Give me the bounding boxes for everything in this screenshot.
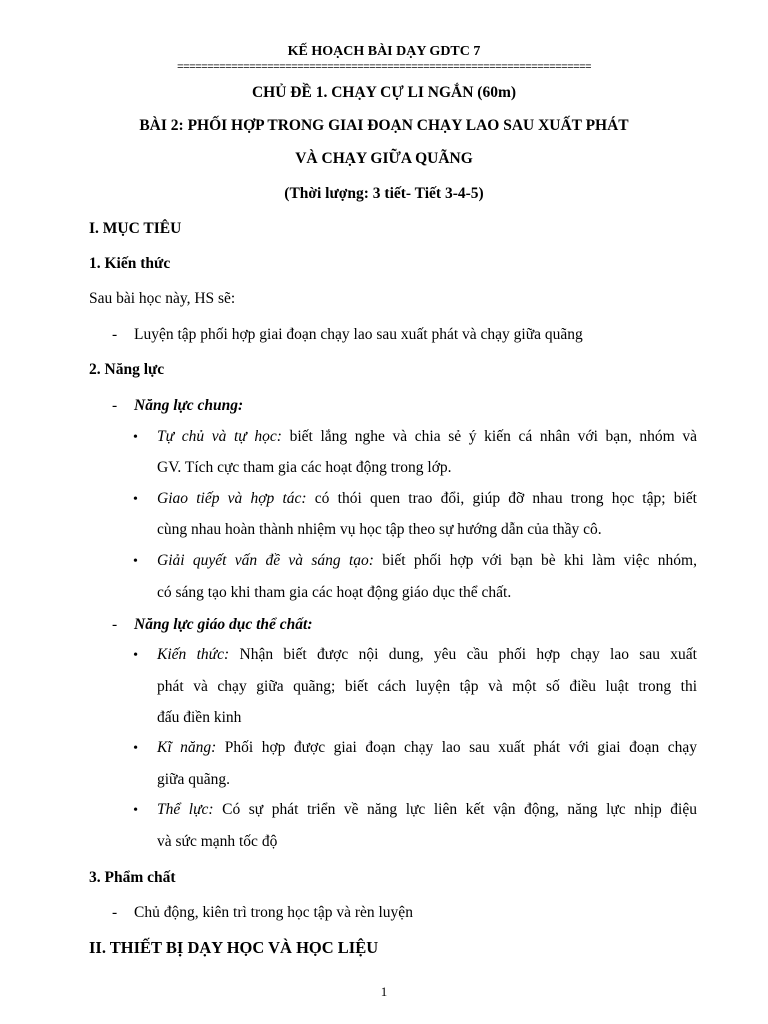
duration-line: (Thời lượng: 3 tiết- Tiết 3-4-5) — [284, 185, 484, 202]
general-item-2-line2: cùng nhau hoàn thành nhiệm vụ học tập theo sự hướng dẫn của thầy cô. — [157, 521, 602, 538]
subsection-knowledge: 1. Kiến thức — [89, 255, 171, 272]
bullet-marker: • — [133, 648, 138, 663]
general-item-2-line1 — [157, 490, 697, 508]
subsection-competency: 2. Năng lực — [89, 361, 165, 378]
dash-marker: - — [112, 397, 118, 414]
dash-marker: - — [112, 904, 118, 921]
subsection-qualities: 3. Phẩm chất — [89, 869, 176, 886]
item-label: Kiến thức: — [157, 646, 230, 663]
item-text: biết lắng nghe và chia sẻ ý kiến cá nhân với bạn, nhóm và — [281, 428, 698, 445]
dash-marker: - — [112, 326, 118, 343]
general-item-1-line1 — [157, 428, 697, 446]
section-objectives: I. MỤC TIÊU — [89, 220, 182, 237]
pe-item-2-line2: giữa quãng. — [157, 771, 230, 788]
lesson-title-line1: BÀI 2: PHỐI HỢP TRONG GIAI ĐOẠN CHẠY LAO SAU XUẤT PHÁT — [139, 117, 629, 134]
lesson-title-line2: VÀ CHẠY GIỮA QUÃNG — [295, 150, 473, 167]
section-equipment: II. THIẾT BỊ DẠY HỌC VÀ HỌC LIỆU — [89, 938, 379, 957]
general-item-3-line1 — [157, 552, 697, 570]
item-text: Có sự phát triển về năng lực liên kết vận động, năng lực nhịp điệu — [213, 801, 697, 818]
item-label: Giải quyết vấn đề và sáng tạo: — [157, 552, 374, 569]
topic-title: CHỦ ĐỀ 1. CHẠY CỰ LI NGẮN (60m) — [251, 84, 517, 101]
general-item-3-line2: có sáng tạo khi tham gia các hoạt động giáo dục thể chất. — [157, 584, 512, 601]
item-text: Nhận biết được nội dung, yêu cầu phối hợp chạy lao sau xuất — [229, 646, 697, 663]
bullet-marker: • — [133, 554, 138, 569]
knowledge-item: Luyện tập phối hợp giai đoạn chạy lao sau xuất phát và chạy giữa quãng — [134, 326, 583, 343]
quality-item: Chủ động, kiên trì trong học tập và rèn luyện — [134, 904, 413, 921]
item-label: Giao tiếp và hợp tác: — [157, 490, 307, 507]
intro-text: Sau bài học này, HS sẽ: — [89, 290, 236, 307]
general-competency-heading: Năng lực chung: — [134, 397, 244, 414]
document-header: KẾ HOẠCH BÀI DẠY GDTC 7 — [287, 44, 481, 59]
dash-marker: - — [112, 616, 118, 633]
page-number: 1 — [380, 984, 388, 999]
bullet-marker: • — [133, 741, 138, 756]
pe-competency-heading: Năng lực giáo dục thể chất: — [134, 616, 313, 633]
item-text: có thói quen trao đổi, giúp đỡ nhau trong học tập; biết — [306, 490, 697, 507]
header-separator: ===================================================================== — [176, 62, 592, 74]
general-item-1-line2: GV. Tích cực tham gia các hoạt động trong lớp. — [157, 459, 452, 476]
item-label: Tự chủ và tự học: — [157, 428, 282, 445]
bullet-marker: • — [133, 430, 138, 445]
item-label: Kĩ năng: — [157, 739, 217, 756]
pe-item-3-line1 — [157, 801, 697, 819]
bullet-marker: • — [133, 492, 138, 507]
bullet-marker: • — [133, 803, 138, 818]
item-text: Phối hợp được giai đoạn chạy lao sau xuất phát với giai đoạn chạy — [216, 739, 697, 756]
pe-item-1-line2: phát và chạy giữa quãng; biết cách luyện tập và một số điều luật trong thi — [157, 678, 697, 695]
pe-item-3-line2: và sức mạnh tốc độ — [157, 833, 278, 850]
pe-item-2-line1 — [157, 739, 697, 757]
item-text: biết phối hợp với bạn bè khi làm việc nhóm, — [373, 552, 697, 569]
pe-item-1-line3: đấu điền kinh — [157, 709, 242, 726]
pe-item-1-line1 — [157, 646, 697, 664]
item-label: Thể lực: — [157, 801, 214, 818]
